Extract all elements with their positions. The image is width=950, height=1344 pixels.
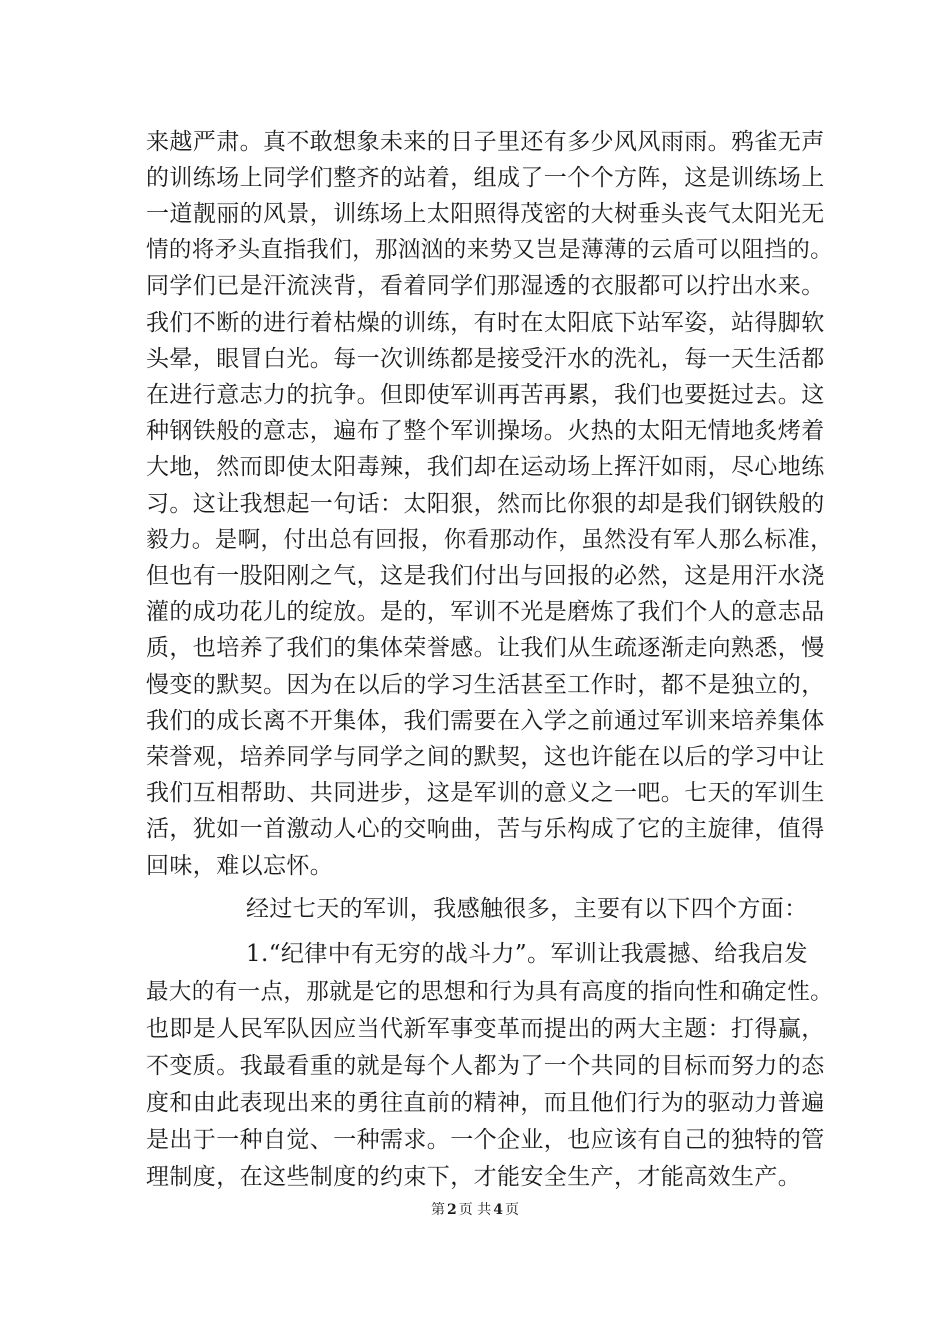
text-line: 最大的有一点，那就是它的思想和行为具有高度的指向性和确定性。: [146, 979, 834, 1005]
text-line: 活，犹如一首激动人心的交响曲，苦与乐构成了它的主旋律，值得: [146, 816, 825, 842]
text-line: 来越严肃。真不敢想象未来的日子里还有多少风风雨雨。鸦雀无声: [146, 129, 825, 155]
text-line: 我们不断的进行着枯燥的训练，有时在太阳底下站军姿，站得脚软: [146, 310, 825, 336]
text-line: 灌的成功花儿的绽放。是的，军训不光是磨炼了我们个人的意志品: [146, 599, 825, 625]
text-line: 的训练场上同学们整齐的站着，组成了一个个方阵，这是训练场上: [146, 165, 825, 191]
total-page-number: 4: [493, 1202, 503, 1218]
page-number-footer: [0, 1200, 950, 1220]
text-line: 毅力。是啊，付出总有回报，你看那动作，虽然没有军人那么标准，: [146, 527, 834, 553]
text-line: 慢变的默契。因为在以后的学习生活甚至工作时，都不是独立的，: [146, 672, 825, 698]
text-line: 荣誉观，培养同学与同学之间的默契，这也许能在以后的学习中让: [146, 744, 825, 770]
text-line: 在进行意志力的抗争。但即使军训再苦再累，我们也要挺过去。这: [146, 382, 825, 408]
text-line: 头晕，眼冒白光。每一次训练都是接受汗水的洗礼，每一天生活都: [146, 346, 825, 372]
current-page-number: 2: [447, 1202, 457, 1218]
numbered-item-1: 1.“纪律中有无穷的战斗力”。军训让我震撼、给我启发: [246, 941, 808, 967]
paragraph-intro: 经过七天的军训，我感触很多，主要有以下四个方面：: [246, 896, 808, 922]
text-line: 情的将矛头直指我们，那汹汹的来势又岂是薄薄的云盾可以阻挡的。: [146, 237, 834, 263]
text-line: 质，也培养了我们的集体荣誉感。让我们从生疏逐渐走向熟悉，慢: [146, 635, 825, 661]
text-line: 理制度，在这些制度的约束下，才能安全生产，才能高效生产。: [146, 1164, 802, 1190]
text-line: 是出于一种自觉、一种需求。一个企业，也应该有自己的独特的管: [146, 1127, 825, 1153]
text-line: 种钢铁般的意志，遍布了整个军训操场。火热的太阳无情地炙烤着: [146, 418, 825, 444]
text-line: 但也有一股阳刚之气，这是我们付出与回报的必然，这是用汗水浇: [146, 563, 825, 589]
text-line: 也即是人民军队因应当代新军事变革而提出的两大主题：打得赢，: [146, 1016, 825, 1042]
text-line: 不变质。我最看重的就是每个人都为了一个共同的目标而努力的态: [146, 1053, 825, 1079]
text-line: 一道靓丽的风景，训练场上太阳照得茂密的大树垂头丧气太阳光无: [146, 201, 825, 227]
text-line: 大地，然而即使太阳毒辣，我们却在运动场上挥汗如雨，尽心地练: [146, 454, 825, 480]
footer-suffix: 页: [504, 1202, 519, 1218]
text-line: 习。这让我想起一句话：太阳狠，然而比你狠的却是我们钢铁般的: [146, 491, 825, 517]
text-line: 同学们已是汗流浃背，看着同学们那湿透的衣服都可以拧出水来。: [146, 273, 825, 299]
text-line: 我们互相帮助、共同进步，这是军训的意义之一吧。七天的军训生: [146, 780, 825, 806]
footer-prefix: 第: [431, 1202, 446, 1218]
text-line: 度和由此表现出来的勇往直前的精神，而且他们行为的驱动力普遍: [146, 1090, 825, 1116]
footer-middle: 页 共: [458, 1202, 492, 1218]
text-line: 回味，难以忘怀。: [146, 853, 334, 879]
text-line: 我们的成长离不开集体，我们需要在入学之前通过军训来培养集体: [146, 708, 825, 734]
